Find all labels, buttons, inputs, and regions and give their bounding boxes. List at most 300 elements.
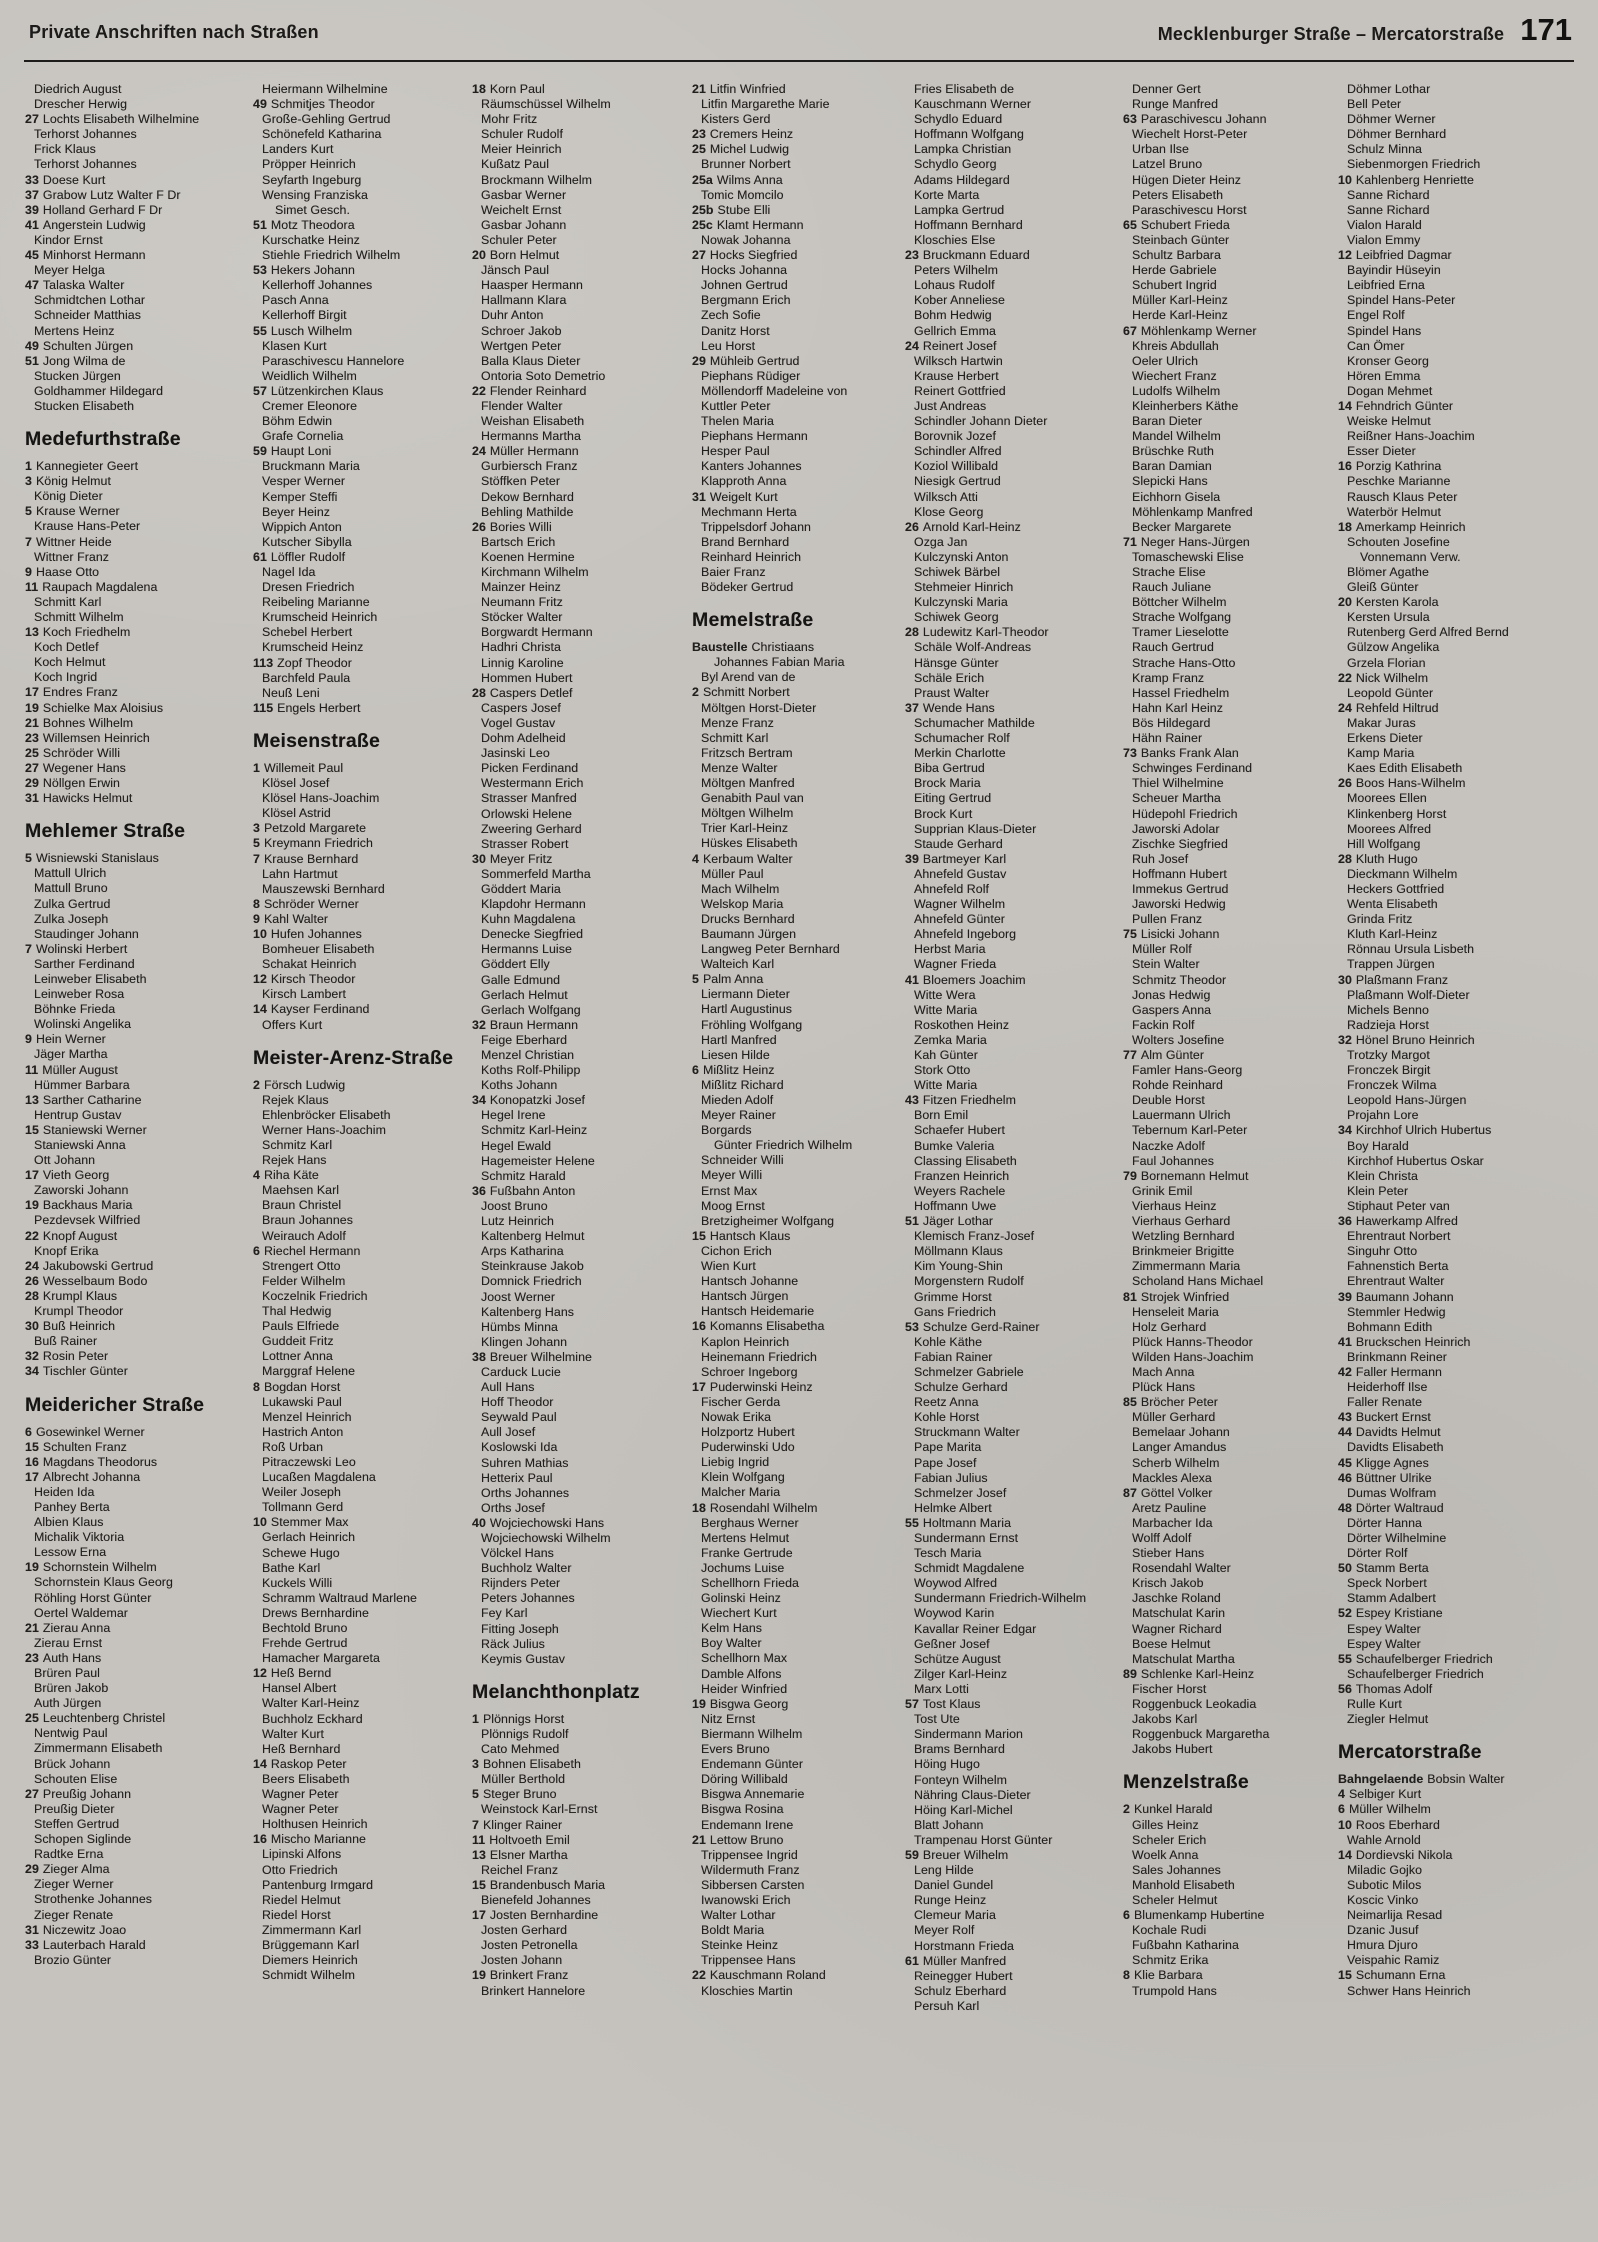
resident-name: Ludewitz Karl-Theodor — [922, 625, 1049, 640]
directory-entry — [1338, 444, 1580, 459]
directory-entry — [253, 112, 462, 127]
directory-entry — [1123, 1139, 1328, 1154]
directory-entry — [1123, 535, 1328, 550]
resident-name: Kauschmann Werner — [914, 97, 1032, 112]
resident-name: Kronser Georg — [1347, 353, 1429, 368]
house-number: 3 — [472, 1757, 479, 1772]
resident-name: Behling Mathilde — [481, 504, 574, 519]
resident-name: Schouten Elise — [34, 1771, 118, 1786]
directory-entry — [1338, 1199, 1580, 1214]
directory-entry — [1338, 1274, 1580, 1289]
directory-entry — [253, 1742, 462, 1757]
resident-name: Riedel Horst — [262, 1907, 331, 1922]
resident-name: Balla Klaus Dieter — [481, 353, 581, 368]
resident-name: Reinert Gottfried — [914, 383, 1006, 398]
directory-entry — [905, 988, 1113, 1003]
directory-entry — [905, 308, 1113, 323]
directory-entry — [25, 127, 243, 142]
resident-name: Hein Werner — [35, 1032, 106, 1047]
directory-entry — [472, 127, 682, 142]
directory-entry — [692, 655, 895, 670]
resident-name: Bisgwa Georg — [709, 1696, 789, 1711]
directory-entry — [25, 1606, 243, 1621]
directory-entry — [253, 384, 462, 399]
resident-name: Schmitt Karl — [34, 594, 102, 609]
resident-name: Guddeit Fritz — [262, 1334, 334, 1349]
directory-entry — [692, 1138, 895, 1153]
directory-entry — [253, 188, 462, 203]
directory-entry — [253, 1078, 462, 1093]
resident-name: Praust Walter — [914, 685, 990, 700]
directory-entry — [25, 248, 243, 263]
directory-entry — [905, 1667, 1113, 1682]
directory-entry — [1123, 459, 1328, 474]
resident-name: Holtvoeth Emil — [489, 1832, 570, 1847]
resident-name: Minhorst Hermann — [42, 248, 146, 263]
directory-entry — [905, 1184, 1113, 1199]
directory-entry — [692, 1561, 895, 1576]
resident-name: Magdans Theodorus — [42, 1454, 158, 1469]
house-number: 32 — [1338, 1032, 1352, 1047]
resident-name: Stucken Elisabeth — [34, 398, 135, 413]
resident-name: Mainzer Heinz — [481, 580, 561, 595]
directory-entry — [472, 459, 682, 474]
directory-entry — [692, 142, 895, 157]
resident-name: Pantenburg Irmgard — [262, 1877, 374, 1892]
directory-entry — [905, 293, 1113, 308]
directory-entry — [253, 369, 462, 384]
directory-entry — [472, 1878, 682, 1893]
resident-name: Schmidt Magdalene — [914, 1561, 1025, 1576]
resident-name: Koths Johann — [481, 1078, 558, 1093]
bold-lead: Baustelle — [692, 640, 748, 655]
directory-entry — [692, 1923, 895, 1938]
directory-entry — [253, 1576, 462, 1591]
directory-entry — [25, 610, 243, 625]
directory-entry — [692, 1984, 895, 1999]
resident-name: Koslowski Ida — [481, 1440, 558, 1455]
resident-name: Höing Karl-Michel — [914, 1802, 1013, 1817]
directory-entry — [1123, 1863, 1328, 1878]
directory-entry — [1338, 1365, 1580, 1380]
directory-entry — [692, 308, 895, 323]
house-number: 52 — [1338, 1606, 1352, 1621]
directory-entry — [1338, 973, 1580, 988]
resident-name: Knopf August — [42, 1228, 118, 1243]
resident-name: Manhold Elisabeth — [1132, 1877, 1235, 1892]
directory-entry — [253, 761, 462, 776]
resident-name: Brock Maria — [914, 776, 981, 791]
resident-name: Meyer Helga — [34, 263, 105, 278]
directory-entry — [1338, 1471, 1580, 1486]
directory-entry — [905, 776, 1113, 791]
house-number: 28 — [1338, 851, 1352, 866]
directory-entry — [1338, 1305, 1580, 1320]
directory-entry — [1338, 1802, 1580, 1817]
resident-name: Miladic Gojko — [1347, 1862, 1423, 1877]
directory-entry — [1123, 565, 1328, 580]
directory-entry — [905, 354, 1113, 369]
directory-entry — [25, 1500, 243, 1515]
directory-entry — [692, 1410, 895, 1425]
directory-entry — [1338, 1033, 1580, 1048]
resident-name: Caspers Josef — [481, 700, 561, 715]
directory-entry — [472, 1984, 682, 1999]
resident-name: Josten Petronella — [481, 1938, 578, 1953]
directory-entry — [692, 293, 895, 308]
resident-name: Strache Wolfgang — [1132, 610, 1232, 625]
resident-name: Wilksch Hartwin — [914, 353, 1003, 368]
directory-entry — [1338, 1591, 1580, 1606]
house-number: 28 — [25, 1288, 39, 1303]
directory-entry — [472, 112, 682, 127]
house-number: 39 — [25, 202, 39, 217]
directory-entry — [1123, 1093, 1328, 1108]
directory-entry — [25, 1772, 243, 1787]
resident-name: Kohle Käthe — [914, 1334, 983, 1349]
resident-name: Kaplon Heinrich — [701, 1334, 790, 1349]
resident-name: Davidts Elisabeth — [1347, 1440, 1444, 1455]
resident-name: Hassel Friedhelm — [1132, 685, 1230, 700]
resident-name: Schmidtchen Lothar — [34, 293, 146, 308]
resident-name: Classing Elisabeth — [914, 1153, 1017, 1168]
directory-entry — [253, 1410, 462, 1425]
resident-name: Rijnders Peter — [481, 1576, 561, 1591]
resident-name: Hüdepohl Friedrich — [1132, 806, 1238, 821]
directory-entry — [472, 791, 682, 806]
directory-entry — [905, 1380, 1113, 1395]
resident-name: Schulze Gerhard — [914, 1380, 1008, 1395]
directory-entry — [1338, 1546, 1580, 1561]
directory-entry — [1338, 233, 1580, 248]
resident-name: Mach Wilhelm — [701, 881, 780, 896]
resident-name: Goldhammer Hildegard — [34, 383, 164, 398]
directory-entry — [692, 1455, 895, 1470]
directory-entry — [905, 1863, 1113, 1878]
directory-entry — [25, 82, 243, 97]
resident-name: Hommen Hubert — [481, 670, 573, 685]
resident-name: Gerlach Heinrich — [262, 1530, 356, 1545]
resident-name: Vierhaus Gerhard — [1132, 1214, 1231, 1229]
resident-name: Bödeker Gertrud — [701, 580, 794, 595]
resident-name: Sarther Ferdinand — [34, 956, 135, 971]
house-number: 115 — [253, 700, 274, 715]
directory-entry — [692, 806, 895, 821]
directory-entry — [472, 807, 682, 822]
resident-name: Mach Anna — [1132, 1364, 1195, 1379]
house-number: 51 — [25, 353, 39, 368]
resident-name: Kohle Horst — [914, 1410, 980, 1425]
directory-entry — [692, 459, 895, 474]
directory-entry — [692, 1516, 895, 1531]
resident-name: Böhm Edwin — [262, 414, 333, 429]
resident-name: Döring Willibald — [701, 1772, 788, 1787]
resident-name: Schäle Erich — [914, 670, 985, 685]
directory-entry — [905, 1486, 1113, 1501]
directory-entry — [25, 1560, 243, 1575]
house-number: 65 — [1123, 217, 1137, 232]
resident-name: Klein Wolfgang — [701, 1470, 785, 1485]
resident-name: Denecke Siegfried — [481, 927, 584, 942]
directory-entry — [472, 324, 682, 339]
resident-name: Niesigk Gertrud — [914, 474, 1001, 489]
resident-name: Kirchmann Wilhelm — [481, 565, 589, 579]
directory-entry — [472, 1456, 682, 1471]
directory-entry — [472, 595, 682, 610]
directory-entry — [905, 761, 1113, 776]
resident-name: Leibfried Erna — [1347, 278, 1425, 293]
directory-entry — [1123, 1229, 1328, 1244]
directory-entry — [692, 1365, 895, 1380]
resident-name: Kochale Rudi — [1132, 1923, 1207, 1938]
directory-entry — [253, 1832, 462, 1847]
resident-name: Möhlenkamp Werner — [1140, 323, 1257, 338]
resident-name: Gasbar Werner — [481, 187, 567, 202]
resident-name: Espey Walter — [1347, 1621, 1421, 1636]
resident-name: Witte Wera — [914, 987, 976, 1002]
directory-entry — [1123, 474, 1328, 489]
directory-entry — [253, 1847, 462, 1862]
resident-name: Stamm Berta — [1355, 1561, 1429, 1576]
house-number: 37 — [905, 700, 919, 715]
directory-entry — [472, 188, 682, 203]
directory-entry — [1338, 1184, 1580, 1199]
resident-name: Wolters Josefine — [1132, 1032, 1225, 1047]
resident-name: Rausch Klaus Peter — [1347, 489, 1458, 504]
resident-name: Supprian Klaus-Dieter — [914, 821, 1037, 836]
resident-name: Peters Elisabeth — [1132, 187, 1224, 202]
resident-name: Ruh Josef — [1132, 851, 1189, 866]
directory-entry — [25, 1349, 243, 1364]
directory-entry — [905, 1259, 1113, 1274]
resident-name: Boy Walter — [701, 1636, 762, 1651]
resident-name: Döhmer Werner — [1347, 112, 1436, 127]
resident-name: Herde Gabriele — [1132, 263, 1217, 278]
directory-entry — [472, 1244, 682, 1259]
directory-entry — [1338, 1048, 1580, 1063]
directory-entry — [472, 1622, 682, 1637]
directory-entry — [1338, 791, 1580, 806]
resident-name: Lohaus Rudolf — [914, 278, 995, 293]
directory-entry — [1123, 822, 1328, 837]
resident-name: Ludolfs Wilhelm — [1132, 383, 1221, 398]
directory-entry — [253, 429, 462, 444]
resident-name: Puderwinski Udo — [701, 1440, 795, 1455]
house-number: 81 — [1123, 1289, 1137, 1304]
directory-entry — [472, 97, 682, 112]
directory-entry — [905, 1742, 1113, 1757]
directory-entry — [1338, 761, 1580, 776]
resident-name: Zulka Gertrud — [34, 896, 111, 911]
resident-name: Dumas Wolfram — [1347, 1485, 1437, 1500]
resident-name: Johnen Gertrud — [701, 278, 788, 293]
directory-entry — [253, 1923, 462, 1938]
directory-entry — [905, 1290, 1113, 1305]
directory-entry — [253, 1485, 462, 1500]
directory-entry — [25, 1364, 243, 1379]
resident-name: Berghaus Werner — [701, 1515, 799, 1530]
directory-entry — [253, 142, 462, 157]
resident-name: Koch Friedhelm — [42, 625, 131, 640]
house-number: 46 — [1338, 1470, 1352, 1485]
directory-entry — [692, 1712, 895, 1727]
directory-entry — [472, 1576, 682, 1591]
directory-entry — [692, 1878, 895, 1893]
directory-entry — [692, 1606, 895, 1621]
directory-entry — [253, 1953, 462, 1968]
directory-entry — [905, 1622, 1113, 1637]
resident-name: Preußig Dieter — [34, 1801, 115, 1816]
house-number: 34 — [25, 1364, 39, 1379]
directory-entry — [25, 504, 243, 519]
resident-name: Tomic Momcilo — [701, 187, 784, 202]
directory-entry — [253, 565, 462, 580]
directory-entry — [692, 1350, 895, 1365]
directory-entry — [905, 188, 1113, 203]
directory-entry — [25, 278, 243, 293]
directory-entry — [905, 701, 1113, 716]
directory-entry — [692, 1576, 895, 1591]
directory-entry — [25, 1455, 243, 1470]
resident-name: Flender Walter — [481, 398, 563, 413]
directory-entry — [25, 173, 243, 188]
resident-name: Brams Bernhard — [914, 1742, 1005, 1757]
resident-name: Thomas Adolf — [1355, 1681, 1433, 1696]
directory-entry — [253, 173, 462, 188]
resident-name: Zweering Gerhard — [481, 821, 582, 836]
resident-name: Schneider Matthias — [34, 308, 141, 323]
directory-entry — [25, 293, 243, 308]
directory-entry — [25, 1847, 243, 1862]
directory-entry — [253, 233, 462, 248]
house-number: 47 — [25, 278, 39, 293]
resident-name: Vesper Werner — [262, 474, 346, 489]
resident-name: Bell Peter — [1347, 97, 1402, 112]
directory-entry — [1123, 1395, 1328, 1410]
directory-entry — [905, 610, 1113, 625]
directory-entry — [1338, 1878, 1580, 1893]
house-number: 17 — [25, 685, 39, 700]
resident-name: Zimmermann Maria — [1132, 1259, 1241, 1274]
directory-entry — [905, 520, 1113, 535]
house-number: 85 — [1123, 1395, 1137, 1410]
directory-entry — [905, 656, 1113, 671]
directory-entry — [692, 1787, 895, 1802]
house-number: 20 — [1338, 595, 1352, 610]
resident-name: Möhlenkamp Manfred — [1132, 504, 1253, 519]
directory-entry — [905, 1546, 1113, 1561]
resident-name: Hoff Theodor — [481, 1395, 554, 1410]
directory-entry — [253, 1908, 462, 1923]
directory-entry — [25, 1229, 243, 1244]
directory-entry — [1338, 1169, 1580, 1184]
resident-name: Linnig Karoline — [481, 655, 564, 670]
directory-entry — [905, 625, 1113, 640]
directory-entry — [692, 1802, 895, 1817]
resident-name: Staudinger Johann — [34, 926, 139, 941]
directory-entry — [1123, 776, 1328, 791]
directory-entry — [905, 1788, 1113, 1803]
directory-entry — [1338, 671, 1580, 686]
resident-name: Banks Frank Alan — [1140, 746, 1239, 761]
directory-entry — [472, 1184, 682, 1199]
resident-name: Korn Paul — [489, 82, 545, 96]
directory-entry — [472, 1757, 682, 1772]
resident-name: Neumann Fritz — [481, 595, 563, 610]
resident-name: Dordievski Nikola — [1355, 1847, 1453, 1862]
directory-entry — [905, 1923, 1113, 1938]
resident-name: Stiphaut Peter van — [1347, 1198, 1450, 1213]
directory-entry — [905, 1576, 1113, 1591]
directory-entry — [905, 324, 1113, 339]
resident-name: Riha Käte — [263, 1168, 319, 1183]
house-number: 7 — [25, 534, 32, 549]
house-number: 24 — [905, 338, 919, 353]
house-number: 23 — [25, 730, 39, 745]
house-number: 10 — [253, 926, 267, 941]
directory-entry — [253, 414, 462, 429]
house-number: 37 — [25, 187, 39, 202]
directory-entry — [1338, 369, 1580, 384]
resident-name: Willemeit Paul — [263, 760, 344, 775]
directory-entry — [472, 837, 682, 852]
resident-name: Lettow Bruno — [709, 1832, 784, 1847]
directory-entry — [905, 1501, 1113, 1516]
directory-entry — [1123, 142, 1328, 157]
resident-name: Cato Mehmed — [481, 1742, 560, 1757]
directory-entry — [905, 1214, 1113, 1229]
resident-name: Angerstein Ludwig — [42, 217, 146, 232]
directory-entry — [1338, 384, 1580, 399]
directory-entry — [1123, 293, 1328, 308]
resident-name: Beers Elisabeth — [262, 1771, 350, 1786]
resident-name: Roos Eberhard — [1355, 1817, 1440, 1832]
directory-entry — [1338, 339, 1580, 354]
resident-name: Schydlo Eduard — [914, 112, 1003, 127]
resident-name: Seyfarth Ingeburg — [262, 172, 362, 187]
house-number: 7 — [472, 1817, 479, 1832]
directory-entry — [905, 1637, 1113, 1652]
resident-name: Brozio Günter — [34, 1952, 112, 1967]
resident-name: Suhren Mathias — [481, 1455, 569, 1470]
resident-name: Fey Karl — [481, 1606, 528, 1621]
house-number: 7 — [253, 851, 260, 866]
resident-name: Bohnen Elisabeth — [482, 1757, 581, 1772]
resident-name: Scherb Wilhelm — [1132, 1455, 1220, 1470]
resident-name: Davidts Helmut — [1355, 1425, 1441, 1440]
directory-entry — [253, 1651, 462, 1666]
directory-entry — [905, 1712, 1113, 1727]
directory-entry — [905, 671, 1113, 686]
directory-entry — [253, 82, 462, 97]
directory-entry — [692, 324, 895, 339]
directory-entry — [692, 1395, 895, 1410]
resident-name: Petzold Margarete — [263, 821, 367, 836]
directory-entry — [25, 1908, 243, 1923]
resident-name: Koczelnik Friedrich — [262, 1288, 368, 1303]
directory-entry — [1123, 520, 1328, 535]
resident-name: Nöllgen Erwin — [42, 776, 120, 791]
directory-entry — [1338, 1078, 1580, 1093]
page-number: 171 — [1520, 12, 1572, 47]
resident-name: Bohm Hedwig — [914, 308, 992, 323]
directory-entry — [253, 157, 462, 172]
resident-name: Vieth Georg — [42, 1168, 110, 1183]
directory-entry — [472, 157, 682, 172]
house-number: 21 — [25, 715, 39, 730]
directory-entry — [1338, 1501, 1580, 1516]
resident-name: Brinkert Hannelore — [481, 1983, 586, 1998]
